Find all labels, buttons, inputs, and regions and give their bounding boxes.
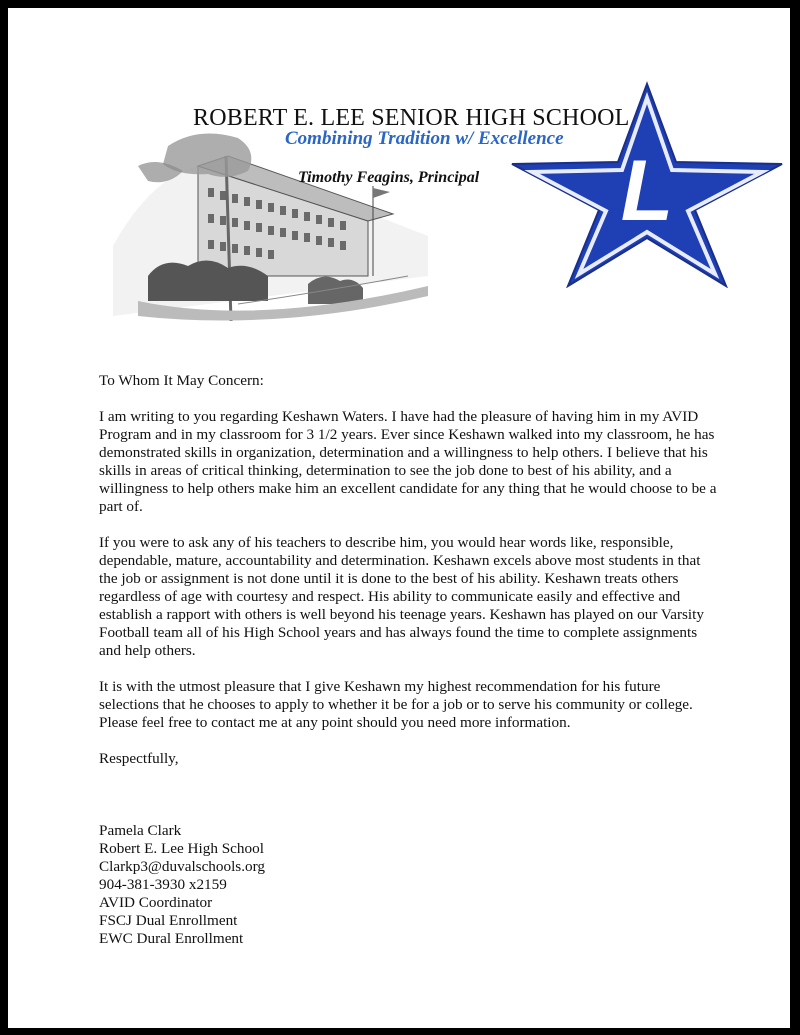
signer-title: AVID Coordinator bbox=[99, 894, 213, 911]
signer-phone: 904-381-3930 x2159 bbox=[99, 876, 227, 893]
paragraph-recommendation: It is with the utmost pleasure that I give Keshawn my highest recommendation for his future selections that he chooses to apply to whether it be for a job or to serve his community or college. Please feel free to contact me at any point should you need more information. bbox=[99, 678, 693, 731]
logo-letter: L bbox=[620, 143, 674, 239]
letter-body bbox=[99, 372, 719, 948]
school-name: ROBERT E. LEE SENIOR HIGH SCHOOL bbox=[193, 105, 630, 131]
greeting: To Whom It May Concern: bbox=[99, 372, 264, 389]
school-building-illustration bbox=[108, 126, 438, 331]
paragraph-character: If you were to ask any of his teachers to describe him, you would hear words like, responsible, dependable, mature, accountability and determination. Keshawn excels above most students in that the job or assignment is not done until it is done to the best of his ability. Keshawn treats others regardless of age with courtesy and respect. His ability to communicate easily and effective and establish a rapport with others is well beyond his teenage years. Keshawn has played on our Varsity Football team all of his High School years and has always found the time to complete assignments and help others. bbox=[99, 534, 704, 659]
signer-role-ewc: EWC Dural Enrollment bbox=[99, 930, 244, 947]
paragraph-intro: I am writing to you regarding Keshawn Waters. I have had the pleasure of having him in my AVID Program and in my classroom for 3 1/2 years. Ever since Keshawn walked into my classroom, he has demonstrated skills in organization, determination and a willingness to help others. I believe that his skills in areas of critical thinking, determination to see the job done to best of his ability, and a willingness to help others make him an excellent candidate for any thing that he would choose to be a part of. bbox=[99, 408, 717, 515]
closing: Respectfully, bbox=[99, 750, 179, 767]
signature-block bbox=[99, 822, 719, 948]
principal-name: Timothy Feagins, Principal bbox=[298, 169, 480, 186]
letter-page bbox=[8, 8, 790, 1028]
school-motto: Combining Tradition w/ Excellence bbox=[285, 128, 564, 149]
signer-school: Robert E. Lee High School bbox=[99, 840, 264, 857]
signer-role-fscj: FSCJ Dual Enrollment bbox=[99, 912, 238, 929]
signer-name: Pamela Clark bbox=[99, 822, 182, 839]
star-logo bbox=[508, 80, 786, 288]
signer-email: Clarkp3@duvalschools.org bbox=[99, 858, 265, 875]
